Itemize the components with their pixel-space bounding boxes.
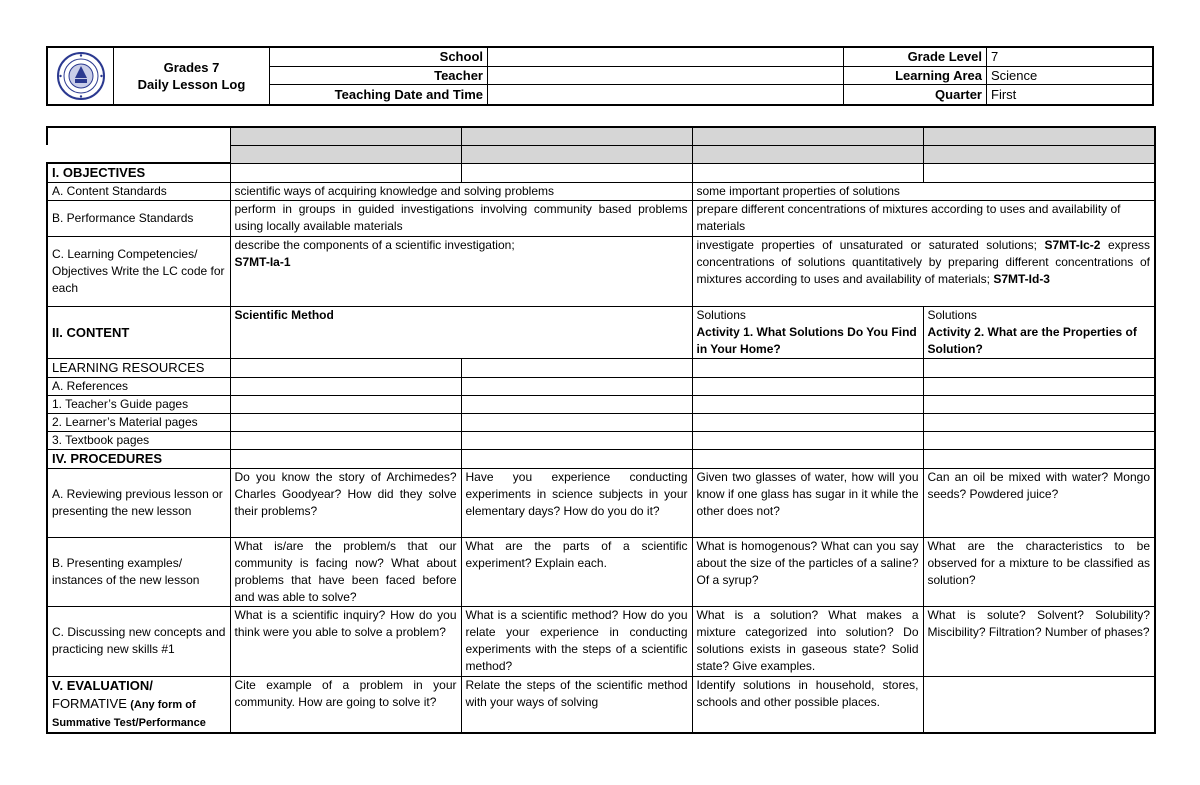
procedures-heading: IV. PROCEDURES [47,449,230,468]
evaluation-4[interactable] [923,676,1155,733]
table-row [47,127,1155,145]
header-block [46,46,1154,106]
objectives-heading: I. OBJECTIVES [47,163,230,182]
competencies-2-text-b: express concentrations of solutions quantitatively by preparing different concentrations of mixtures according to uses and availability of materials; [696,237,1150,286]
table-row [47,413,1155,431]
log-title [114,48,270,104]
day-header-cell[interactable] [923,145,1155,163]
table-row [47,606,1155,676]
evaluation-heading-d: Summative Test/Performance [52,716,206,729]
cell[interactable] [461,377,692,395]
table-row [47,676,1155,733]
content-heading: II. CONTENT [47,306,230,358]
competencies-2-text-a: investigate properties of unsaturated or saturated solutions; [696,237,1037,252]
cell[interactable] [230,377,461,395]
table-row [47,377,1155,395]
table-row [47,306,1155,358]
procedure-a-3[interactable]: Given two glasses of water, how will you know if one glass has sugar in it while the other does not? [692,468,923,537]
evaluation-2[interactable]: Relate the steps of the scientific method with your ways of solving [461,676,692,733]
table-row [47,537,1155,606]
date-time-value[interactable] [488,85,844,104]
quarter-value[interactable]: First [991,87,1017,103]
performance-standards-2[interactable]: prepare different concentrations of mixtures according to uses and availability of materials [692,200,1155,236]
quarter-label: Quarter [844,85,987,104]
content-col3-topic: Solutions [696,307,746,322]
cell[interactable] [923,395,1155,413]
content-col3-activity: Activity 1. What Solutions Do You Find in Your Home? [696,324,917,356]
content-col4[interactable] [923,306,1155,358]
cell[interactable] [692,358,923,377]
tg-pages-label: 1. Teacher’s Guide pages [47,395,230,413]
header-fields [270,48,1152,104]
day-header-cell[interactable] [461,127,692,145]
content-standards-1[interactable]: scientific ways of acquiring knowledge and solving problems [230,182,692,200]
table-row [47,395,1155,413]
content-col3[interactable] [692,306,923,358]
blank-cell [47,127,230,145]
procedure-c-label: C. Discussing new concepts and practicing new skills #1 [47,606,230,676]
cell[interactable] [230,413,461,431]
procedure-b-4[interactable]: What are the characteristics to be observed for a mixture to be classified as solution? [923,537,1155,606]
date-time-label: Teaching Date and Time [270,85,488,104]
table-row [47,163,1155,182]
cell[interactable] [230,358,461,377]
procedure-b-3[interactable]: What is homogenous? What can you say about the size of the particles of a saline? Of a syrup? [692,537,923,606]
day-header-cell[interactable] [692,127,923,145]
cell[interactable] [461,449,692,468]
day-header-cell[interactable] [461,145,692,163]
procedure-c-4[interactable]: What is solute? Solvent? Solubility? Miscibility? Filtration? Number of phases? [923,606,1155,676]
grade-level-value[interactable]: 7 [987,48,1152,67]
evaluation-heading [47,676,230,733]
procedure-a-2[interactable]: Have you experience conducting experiments in science subjects in your elementary days? How do you do it? [461,468,692,537]
procedure-c-3[interactable]: What is a solution? What makes a mixture categorized into solution? Do solutions exists in gaseous state? Solid state? Give examples. [692,606,923,676]
procedure-c-1[interactable]: What is a scientific inquiry? How do you think were you able to solve a problem? [230,606,461,676]
cell[interactable] [692,377,923,395]
cell[interactable] [230,395,461,413]
cell[interactable] [692,395,923,413]
cell[interactable] [461,358,692,377]
table-row [47,236,1155,306]
title-dll: Daily Lesson Log [137,77,246,92]
cell[interactable] [461,163,692,182]
school-label: School [270,48,488,67]
competencies-label: C. Learning Competencies/ Objectives Write the LC code for each [47,236,230,306]
competencies-1[interactable] [230,236,692,306]
references-label: A. References [47,377,230,395]
learning-area-value[interactable]: Science [987,67,1152,86]
content-standards-label: A. Content Standards [47,182,230,200]
lm-pages-label: 2. Learner’s Material pages [47,413,230,431]
competencies-2-code-a: S7MT-Ic-2 [1044,237,1101,252]
cell[interactable] [923,377,1155,395]
resources-heading: LEARNING RESOURCES [47,358,230,377]
day-header-cell[interactable] [692,145,923,163]
content-col1[interactable]: Scientific Method [230,306,692,358]
evaluation-heading-a: V. EVALUATION/ [52,677,153,693]
procedure-c-2[interactable]: What is a scientific method? How do you relate your experience in conducting experiments with the steps of a scientific method? [461,606,692,676]
cell[interactable] [923,449,1155,468]
day-header-cell[interactable] [923,127,1155,145]
title-grades: Grades 7 [163,60,220,75]
performance-standards-label: B. Performance Standards [47,200,230,236]
competencies-2[interactable] [692,236,1155,306]
procedure-b-label: B. Presenting examples/ instances of the new lesson [47,537,230,606]
content-col4-activity: Activity 2. What are the Properties of Solution? [927,324,1137,356]
table-row [47,468,1155,537]
cell[interactable] [461,431,692,449]
table-row [47,145,1155,163]
evaluation-3[interactable]: Identify solutions in household, stores, schools and other possible places. [692,676,923,733]
procedure-b-1[interactable]: What is/are the problem/s that our community is facing now? What about problems that have been faced before and was able to solve? [230,537,461,606]
blank-cell [47,145,230,163]
cell[interactable] [923,413,1155,431]
cell[interactable] [923,163,1155,182]
teacher-value[interactable] [488,67,844,86]
competencies-1-text: describe the components of a scientific investigation; [234,237,515,252]
competencies-2-code-b: S7MT-Id-3 [993,271,1050,286]
cell[interactable] [923,431,1155,449]
procedure-a-label: A. Reviewing previous lesson or presenting the new lesson [47,468,230,537]
logo-cell [48,48,114,104]
evaluation-heading-b: FORMATIVE [52,695,127,711]
table-row [47,431,1155,449]
teacher-label: Teacher [270,67,488,86]
textbook-pages-label: 3. Textbook pages [47,431,230,449]
cell[interactable] [692,449,923,468]
school-value[interactable] [488,48,844,67]
table-row [47,358,1155,377]
cell[interactable] [230,449,461,468]
learning-area-label: Learning Area [844,67,987,86]
day-header-cell[interactable] [230,145,461,163]
content-standards-2[interactable]: some important properties of solutions [692,182,1155,200]
table-row [47,449,1155,468]
cell[interactable] [692,163,923,182]
evaluation-1[interactable]: Cite example of a problem in your community. How are going to solve it? [230,676,461,733]
procedure-a-4[interactable]: Can an oil be mixed with water? Mongo seeds? Powdered juice? [923,468,1155,537]
content-col4-topic: Solutions [927,307,977,322]
cell[interactable] [230,163,461,182]
cell[interactable] [230,431,461,449]
competencies-1-code: S7MT-Ia-1 [234,254,291,269]
cell[interactable] [692,413,923,431]
procedure-a-1[interactable]: Do you know the story of Archimedes? Charles Goodyear? How did they solve their problems? [230,468,461,537]
cell[interactable] [461,395,692,413]
evaluation-heading-c: (Any form of [130,698,196,711]
day-header-cell[interactable] [230,127,461,145]
table-row [47,200,1155,236]
procedure-b-2[interactable]: What are the parts of a scientific experiment? Explain each. [461,537,692,606]
cell[interactable] [461,413,692,431]
table-row [47,182,1155,200]
deped-seal-icon [56,51,106,101]
cell[interactable] [692,431,923,449]
cell[interactable] [923,358,1155,377]
grade-level-label: Grade Level [844,48,987,67]
lesson-log-table [46,126,1156,734]
performance-standards-1[interactable]: perform in groups in guided investigations involving community based problems using locally available materials [230,200,692,236]
